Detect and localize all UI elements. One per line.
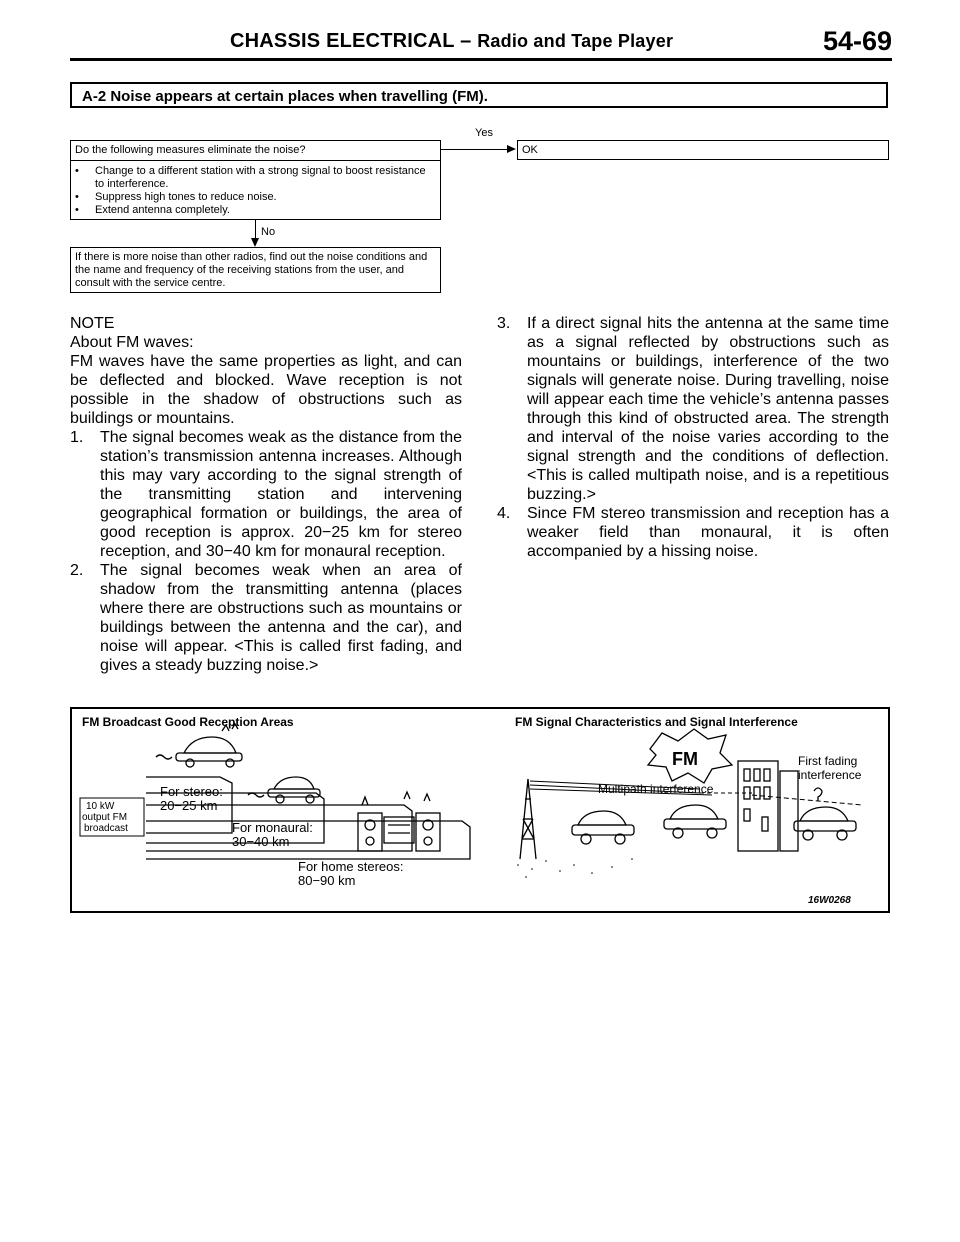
- station-label-1: 10 kW: [86, 801, 115, 812]
- no-connector: [255, 220, 256, 240]
- bullet-icon: •: [75, 165, 79, 177]
- note-subheading: About FM waves:: [70, 334, 194, 351]
- yes-arrow-icon: [507, 145, 516, 153]
- note-item-2: 2. The signal becomes weak when an area of shadow from the transmitting antenna (places where there are obstructions such as mountains or buildings between the antenna and the car), and noise will appear. <This is called first fading, and gives a steady buzzing noise.>: [70, 562, 462, 674]
- question-box: [70, 140, 441, 220]
- figure-code: 16W0268: [808, 895, 851, 906]
- page-number: 54-69: [822, 26, 892, 56]
- fm-figure: [70, 707, 890, 913]
- title-subtitle: Radio and Tape Player: [477, 31, 674, 51]
- measure-item: • Suppress high tones to reduce noise.: [75, 191, 277, 203]
- station-label-3: broadcast: [84, 823, 128, 834]
- car-icon: [572, 811, 634, 844]
- measures-list: [71, 161, 440, 217]
- car-icon: [156, 724, 242, 767]
- measure-item: • Change to a different station with a strong signal to boost resistance to interference.: [75, 165, 426, 190]
- car-icon: [248, 777, 320, 803]
- monaural-label-2: 30−40 km: [232, 834, 290, 849]
- note-heading: NOTE: [70, 315, 115, 332]
- fm-badge: [648, 729, 732, 783]
- no-label: No: [261, 226, 276, 238]
- title-main: CHASSIS ELECTRICAL: [230, 30, 455, 52]
- bullet-icon: •: [75, 204, 79, 216]
- note-left-column: [70, 314, 462, 675]
- note-item-1: 1. The signal becomes weak as the distance from the station’s transmission antenna increases. Although this may vary according to the signal strength of the transmitting station and intervening geographical formation or buildings, the area of good reception is approx. 20−25 km for stereo reception, and 30−40 km for monaural reception.: [70, 429, 462, 560]
- stereo-label-2: 20−25 km: [160, 798, 218, 813]
- multipath-label: Multipath interference: [598, 782, 714, 796]
- page-title: [230, 30, 673, 53]
- left-figure-title: FM Broadcast Good Reception Areas: [82, 715, 294, 729]
- title-separator: –: [454, 30, 478, 52]
- fading-label-1: First fading: [798, 754, 858, 768]
- right-figure-title: FM Signal Characteristics and Signal Interference: [515, 715, 798, 729]
- ground-texture: [517, 858, 633, 878]
- monaural-label-1: For monaural:: [232, 820, 313, 835]
- station-label-2: output FM: [82, 812, 128, 823]
- car-icon: [664, 805, 726, 838]
- no-result-box: If there is more noise than other radios, find out the noise conditions and the name and frequency of the receiving stations from the user, and consult with the service centre.: [70, 247, 441, 293]
- ok-result-box: OK: [517, 140, 889, 160]
- stereo-label-1: For stereo:: [160, 784, 223, 799]
- fm-badge-label: FM: [672, 749, 698, 769]
- yes-label: Yes: [475, 127, 493, 139]
- note-item-4: 4. Since FM stereo transmission and reception has a weaker field than monaural, it is often accompanied by a hissing noise.: [497, 505, 889, 560]
- transmission-tower-icon: [520, 779, 536, 859]
- bullet-icon: •: [75, 191, 79, 203]
- home-label-1: For home stereos:: [298, 859, 404, 874]
- measure-item: • Extend antenna completely.: [75, 204, 230, 216]
- question-text: Do the following measures eliminate the noise?: [71, 141, 440, 161]
- yes-connector: [441, 149, 509, 150]
- section-heading: A-2 Noise appears at certain places when travelling (FM).: [70, 82, 888, 108]
- fm-illustration: [72, 709, 888, 911]
- note-intro: FM waves have the same properties as light, and can be deflected and blocked. Wave reception is not possible in the shadow of obstructions such as buildings or mountains.: [70, 353, 462, 427]
- car-icon: [794, 788, 856, 840]
- note-item-3: 3. If a direct signal hits the antenna at the same time as a signal reflected by obstructions such as mountains or buildings, interference of the two signals will generate noise. During travelling, noise will appear each time the vehicle’s antenna passes through this kind of obstructed area. The strength and interval of the noise varies according to the signal strength and the conditions of deflection. <This is called multipath noise, and is a repetitious buzzing.>: [497, 315, 889, 503]
- note-right-column: [497, 314, 889, 561]
- building-icon: [738, 761, 798, 851]
- fading-label-2: interference: [798, 768, 862, 782]
- home-label-2: 80−90 km: [298, 873, 356, 888]
- page-header: [70, 24, 892, 61]
- no-arrow-icon: [251, 238, 259, 247]
